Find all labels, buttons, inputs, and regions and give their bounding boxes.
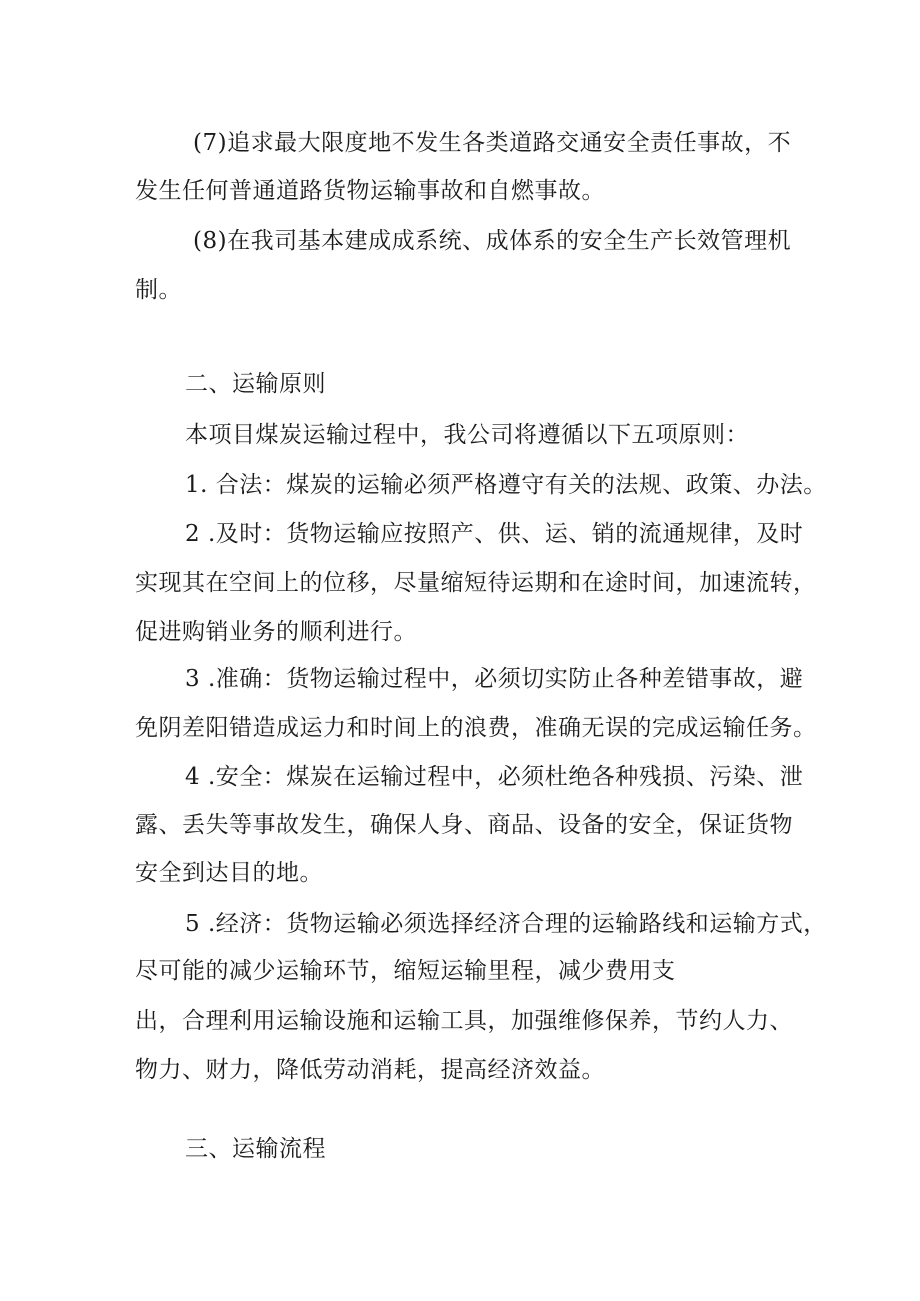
principle-2-line-2: 实现其在空间上的位移，尽量缩短待运期和在途时间，加速流转， (135, 570, 817, 596)
principle-3-line-2: 免阴差阳错造成运力和时间上的浪费，准确无误的完成运输任务。 (135, 715, 817, 741)
principle-4-line-3: 安全到达目的地。 (135, 860, 323, 886)
principle-5-line-4: 物力、财力，降低劳动消耗，提高经济效益。 (135, 1057, 605, 1083)
principle-5-line-1: 5 .经济：货物运输必须选择经济合理的运输路线和运输方式， (185, 911, 827, 937)
principle-4-line-1: 4 .安全：煤炭在运输过程中，必须杜绝各种残损、污染、泄 (185, 764, 804, 790)
principle-1-line-1: 1. 合法：煤炭的运输必须严格遵守有关的法规、政策、办法。 (185, 472, 827, 498)
principle-4-line-2: 露、丢失等事故发生，确保人身、商品、设备的安全，保证货物 (135, 812, 793, 838)
paragraph-7-line-1: (7)追求最大限度地不发生各类道路交通安全责任事故，不 (193, 130, 792, 156)
principle-5-line-2: 尽可能的减少运输环节，缩短运输里程，减少费用支 (135, 958, 676, 984)
principle-3-line-1: 3 .准确：货物运输过程中，必须切实防止各种差错事故，避 (185, 666, 804, 692)
section-heading-transport-process: 三、运输流程 (185, 1136, 326, 1162)
paragraph-7-line-2: 发生任何普通道路货物运输事故和自燃事故。 (135, 178, 605, 204)
principle-2-line-3: 促进购销业务的顺利进行。 (135, 619, 417, 645)
section-heading-transport-principles: 二、运输原则 (185, 371, 326, 397)
intro-paragraph: 本项目煤炭运输过程中，我公司将遵循以下五项原则： (185, 422, 749, 448)
paragraph-8-line-2: 制。 (135, 277, 182, 303)
principle-5-line-3: 出，合理利用运输设施和运输工具，加强维修保养，节约人力、 (135, 1008, 793, 1034)
principle-2-line-1: 2 .及时：货物运输应按照产、供、运、销的流通规律，及时 (185, 521, 804, 547)
paragraph-8-line-1: (8)在我司基本建成成系统、成体系的安全生产长效管理机 (193, 228, 792, 254)
